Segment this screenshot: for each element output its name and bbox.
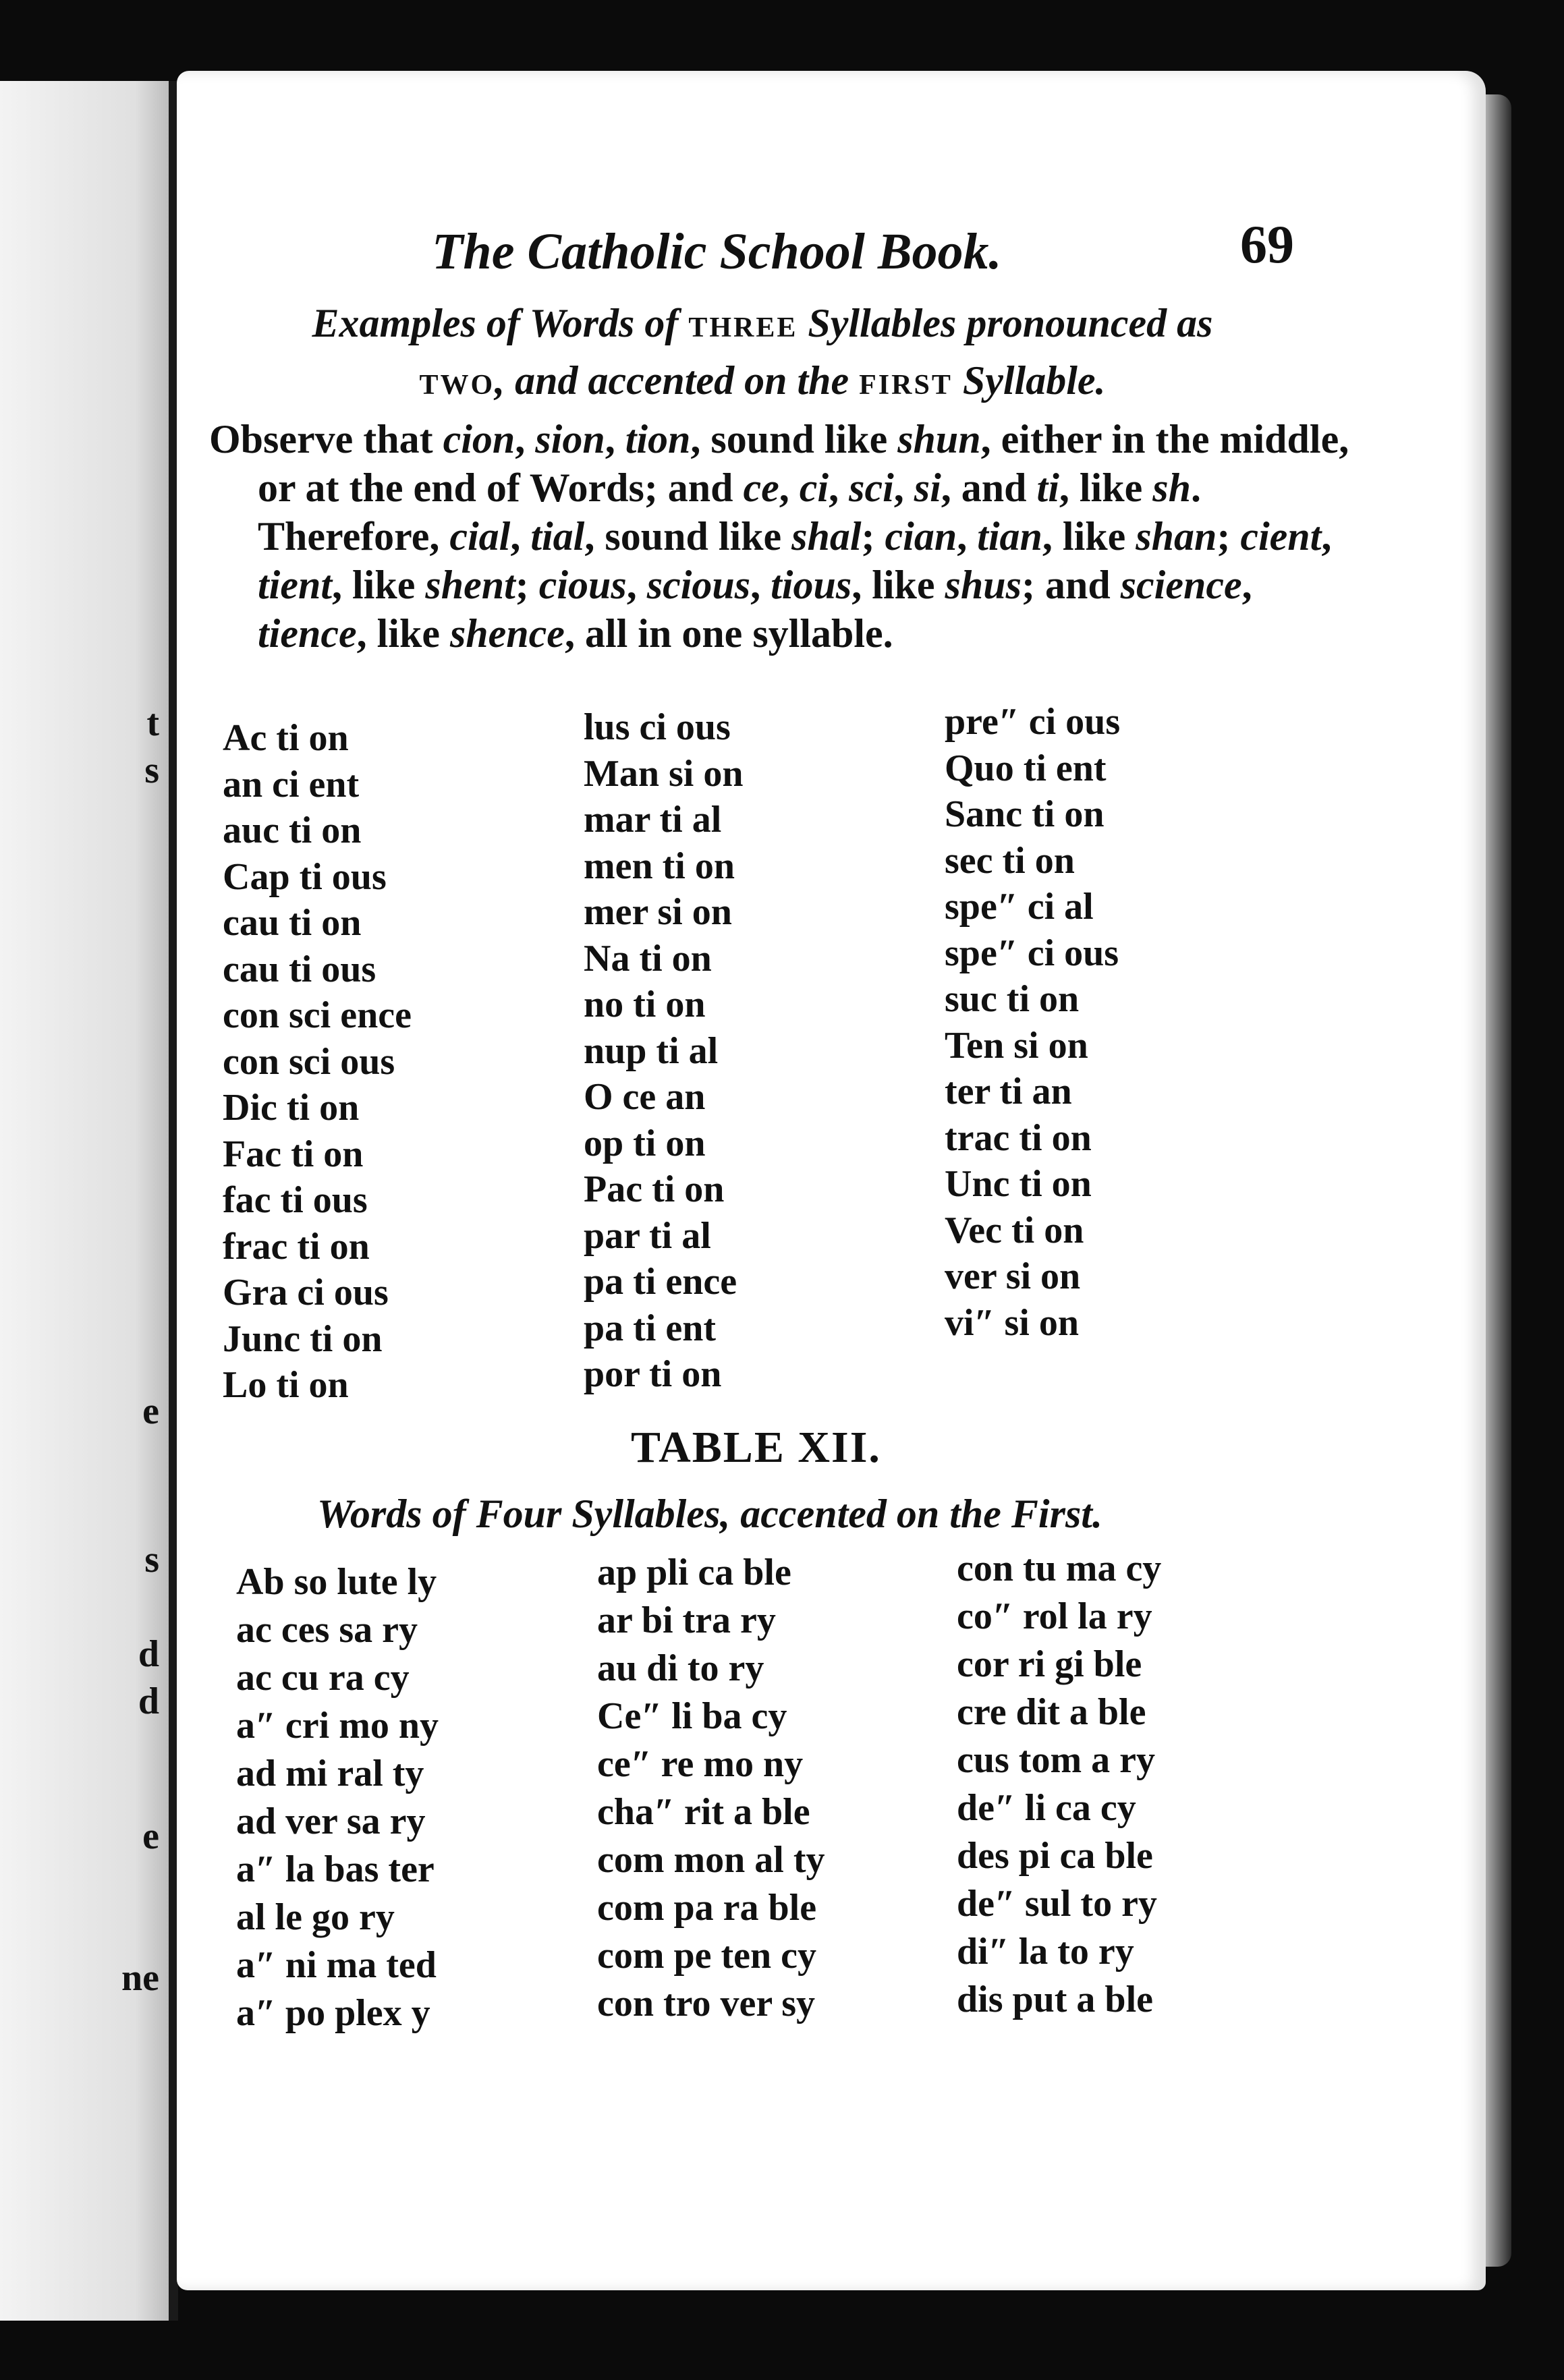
rule-text: ; xyxy=(861,514,885,559)
word-entry: auc ti on xyxy=(223,810,362,851)
word-entry: Pac ti on xyxy=(584,1168,725,1210)
word-entry: an ci ent xyxy=(223,763,360,805)
rule-text: ; xyxy=(515,563,539,607)
word-entry: no ti on xyxy=(584,984,706,1025)
rule-text: , xyxy=(510,514,531,559)
rule-italic-term: tian xyxy=(977,514,1042,559)
rule-italic-term: ce xyxy=(743,465,779,510)
running-head: The Catholic School Book. xyxy=(432,223,1002,280)
word-entry: dis put a ble xyxy=(957,1979,1153,2020)
word-entry: al le go ry xyxy=(236,1896,395,1938)
rule-italic-term: si xyxy=(914,465,941,510)
heading-small-caps: FIRST xyxy=(859,370,953,401)
table-xii-column-2 xyxy=(597,1549,825,2028)
rule-text: , and xyxy=(941,465,1037,510)
word-entry: op ti on xyxy=(584,1122,706,1164)
table-xii-column-3 xyxy=(957,1545,1161,2024)
rule-italic-term: cion xyxy=(443,417,515,461)
table-xi-column-2 xyxy=(584,704,744,1398)
word-entry: Unc ti on xyxy=(945,1163,1092,1205)
word-entry: mer si on xyxy=(584,891,732,933)
rule-italic-term: shence xyxy=(449,611,565,656)
rule-text: , xyxy=(957,514,978,559)
rule-text: , sound like xyxy=(584,514,792,559)
table-xi-column-3 xyxy=(945,699,1120,1346)
word-entry: cha″ rit a ble xyxy=(597,1791,810,1833)
word-entry: pa ti ence xyxy=(584,1261,737,1303)
word-entry: cau ti on xyxy=(223,902,362,944)
word-entry: fac ti ous xyxy=(223,1179,368,1221)
word-entry: di″ la to ry xyxy=(957,1931,1134,1973)
page-number: 69 xyxy=(1240,215,1294,275)
word-entry: ter ti an xyxy=(945,1071,1072,1112)
word-entry: Man si on xyxy=(584,752,744,795)
word-entry: por ti on xyxy=(584,1353,722,1395)
word-entry: a″ ni ma ted xyxy=(236,1944,437,1986)
word-entry: ac cu ra cy xyxy=(236,1657,410,1699)
heading-part: , and accented on the xyxy=(495,358,860,403)
word-entry: con sci ence xyxy=(223,994,412,1036)
left-page-edge xyxy=(0,81,178,2321)
word-entry: sec ti on xyxy=(945,839,1075,882)
rule-text: , xyxy=(779,465,800,510)
word-entry: pa ti ent xyxy=(584,1307,716,1349)
rule-italic-term: ti xyxy=(1036,465,1059,510)
word-entry: men ti on xyxy=(584,845,735,887)
heading-small-caps: TWO xyxy=(419,370,495,401)
rule-text: , xyxy=(1241,563,1252,607)
rule-italic-term: shan xyxy=(1136,514,1217,559)
rule-text: , xyxy=(1321,514,1332,559)
rule-text: , xyxy=(750,563,771,607)
word-entry: cor ri gi ble xyxy=(957,1643,1142,1685)
word-entry: com pe ten cy xyxy=(597,1935,817,1977)
rule-italic-term: sion xyxy=(535,417,605,461)
table-xii-title: TABLE XII. xyxy=(631,1423,881,1472)
rule-italic-term: cial xyxy=(449,514,511,559)
rule-text: , xyxy=(515,417,536,461)
left-page-fragment: e xyxy=(142,1815,159,1857)
word-entry: Ab so lute ly xyxy=(236,1561,437,1603)
word-entry: Fac ti on xyxy=(223,1133,364,1175)
word-entry: Cap ti ous xyxy=(223,855,387,898)
word-entry: Ten si on xyxy=(945,1024,1088,1067)
table-xi-column-1 xyxy=(223,715,412,1409)
word-entry: par ti al xyxy=(584,1214,711,1257)
pronunciation-rule xyxy=(209,415,1364,658)
rule-italic-term: shus xyxy=(945,563,1022,607)
word-entry: co″ rol la ry xyxy=(957,1595,1152,1637)
rule-text: , all in one syllable. xyxy=(564,611,893,656)
rule-text: , xyxy=(829,465,849,510)
word-entry: cre dit a ble xyxy=(957,1691,1146,1733)
word-entry: des pi ca ble xyxy=(957,1835,1153,1877)
rule-italic-term: cian xyxy=(885,514,957,559)
word-entry: de″ li ca cy xyxy=(957,1787,1136,1829)
left-page-fragment: d xyxy=(138,1680,159,1722)
word-entry: com pa ra ble xyxy=(597,1887,817,1929)
left-page-fragment: e xyxy=(142,1390,159,1432)
word-entry: au di to ry xyxy=(597,1647,764,1689)
word-entry: de″ sul to ry xyxy=(957,1883,1157,1925)
word-entry: a″ po plex y xyxy=(236,1992,430,2034)
word-entry: con tro ver sy xyxy=(597,1983,815,2024)
word-entry: con tu ma cy xyxy=(957,1548,1162,1589)
word-entry: cus tom a ry xyxy=(957,1739,1155,1781)
word-entry: Ac ti on xyxy=(223,717,349,759)
heading-part: Syllables pronounced as xyxy=(798,301,1213,345)
table-xii-heading: Words of Four Syllables, accented on the First. xyxy=(317,1492,1102,1536)
word-entry: frac ti on xyxy=(223,1225,370,1268)
rule-italic-term: tience xyxy=(258,611,357,656)
word-entry: cau ti ous xyxy=(223,948,376,990)
rule-text: , like xyxy=(332,563,426,607)
word-entry: ad mi ral ty xyxy=(236,1753,424,1794)
word-entry: Quo ti ent xyxy=(945,747,1107,789)
word-entry: vi″ si on xyxy=(945,1301,1079,1344)
word-entry: Dic ti on xyxy=(223,1087,360,1129)
word-entry: suc ti on xyxy=(945,978,1080,1020)
rule-italic-term: shent xyxy=(425,563,515,607)
rule-italic-term: science xyxy=(1120,563,1242,607)
heading-part: Syllable. xyxy=(952,358,1106,403)
rule-italic-term: tial xyxy=(530,514,585,559)
word-entry: Lo ti on xyxy=(223,1364,349,1406)
word-entry: ad ver sa ry xyxy=(236,1801,426,1842)
rule-italic-term: sh xyxy=(1152,465,1191,510)
word-entry: com mon al ty xyxy=(597,1839,825,1881)
rule-italic-term: sci xyxy=(849,465,894,510)
rule-text: , sound like xyxy=(690,417,898,461)
rule-italic-term: tion xyxy=(625,417,691,461)
word-entry: nup ti al xyxy=(584,1029,719,1072)
rule-text: ; xyxy=(1217,514,1241,559)
word-entry: O ce an xyxy=(584,1076,706,1118)
rule-text: , like xyxy=(851,563,945,607)
heading-small-caps: THREE xyxy=(688,312,798,343)
rule-text: , either in the middle, or at the end of Words; and xyxy=(258,417,1349,510)
table-xii-column-1 xyxy=(236,1558,439,2037)
rule-italic-term: shal xyxy=(791,514,862,559)
rule-text: , like xyxy=(356,611,450,656)
word-entry: mar ti al xyxy=(584,799,722,841)
left-page-fragment: t xyxy=(146,702,159,744)
rule-text: , xyxy=(626,563,647,607)
word-entry: Ce″ li ba cy xyxy=(597,1695,787,1737)
word-entry: ar bi tra ry xyxy=(597,1599,776,1641)
rule-italic-term: cient xyxy=(1240,514,1322,559)
section-heading xyxy=(209,297,1316,412)
word-entry: ver si on xyxy=(945,1255,1081,1297)
left-page-fragment: s xyxy=(144,1539,159,1581)
rule-italic-term: scious xyxy=(646,563,751,607)
word-entry: Na ti on xyxy=(584,937,712,980)
left-page-fragment: s xyxy=(144,749,159,791)
left-page-fragment: ne xyxy=(121,1957,159,1999)
word-entry: ac ces sa ry xyxy=(236,1609,418,1651)
word-entry: lus ci ous xyxy=(584,706,731,748)
rule-text: , like xyxy=(1059,465,1153,510)
rule-italic-term: ci xyxy=(799,465,829,510)
word-entry: a″ la bas ter xyxy=(236,1848,435,1890)
rule-italic-term: shun xyxy=(897,417,981,461)
rule-text: ; and xyxy=(1021,563,1121,607)
word-entry: con sci ous xyxy=(223,1040,395,1083)
word-entry: Sanc ti on xyxy=(945,793,1105,835)
word-entry: trac ti on xyxy=(945,1116,1092,1159)
word-entry: ap pli ca ble xyxy=(597,1552,791,1593)
rule-italic-term: tious xyxy=(771,563,852,607)
rule-text: , xyxy=(605,417,625,461)
rule-italic-term: cious xyxy=(538,563,627,607)
rule-text: . Therefore, xyxy=(258,465,1201,559)
word-entry: ce″ re mo ny xyxy=(597,1743,804,1785)
word-entry: spe″ ci ous xyxy=(945,932,1119,974)
word-entry: Gra ci ous xyxy=(223,1272,389,1313)
rule-italic-term: tient xyxy=(258,563,333,607)
rule-text: , xyxy=(893,465,914,510)
word-entry: Junc ti on xyxy=(223,1318,383,1360)
word-entry: a″ cri mo ny xyxy=(236,1705,439,1747)
left-page-fragment: d xyxy=(138,1633,159,1675)
word-entry: spe″ ci al xyxy=(945,886,1094,928)
word-entry: pre″ ci ous xyxy=(945,701,1121,743)
rule-text: Observe that xyxy=(209,417,443,461)
word-entry: Vec ti on xyxy=(945,1209,1084,1251)
heading-part: Examples of Words of xyxy=(312,301,689,345)
rule-text: , like xyxy=(1042,514,1136,559)
